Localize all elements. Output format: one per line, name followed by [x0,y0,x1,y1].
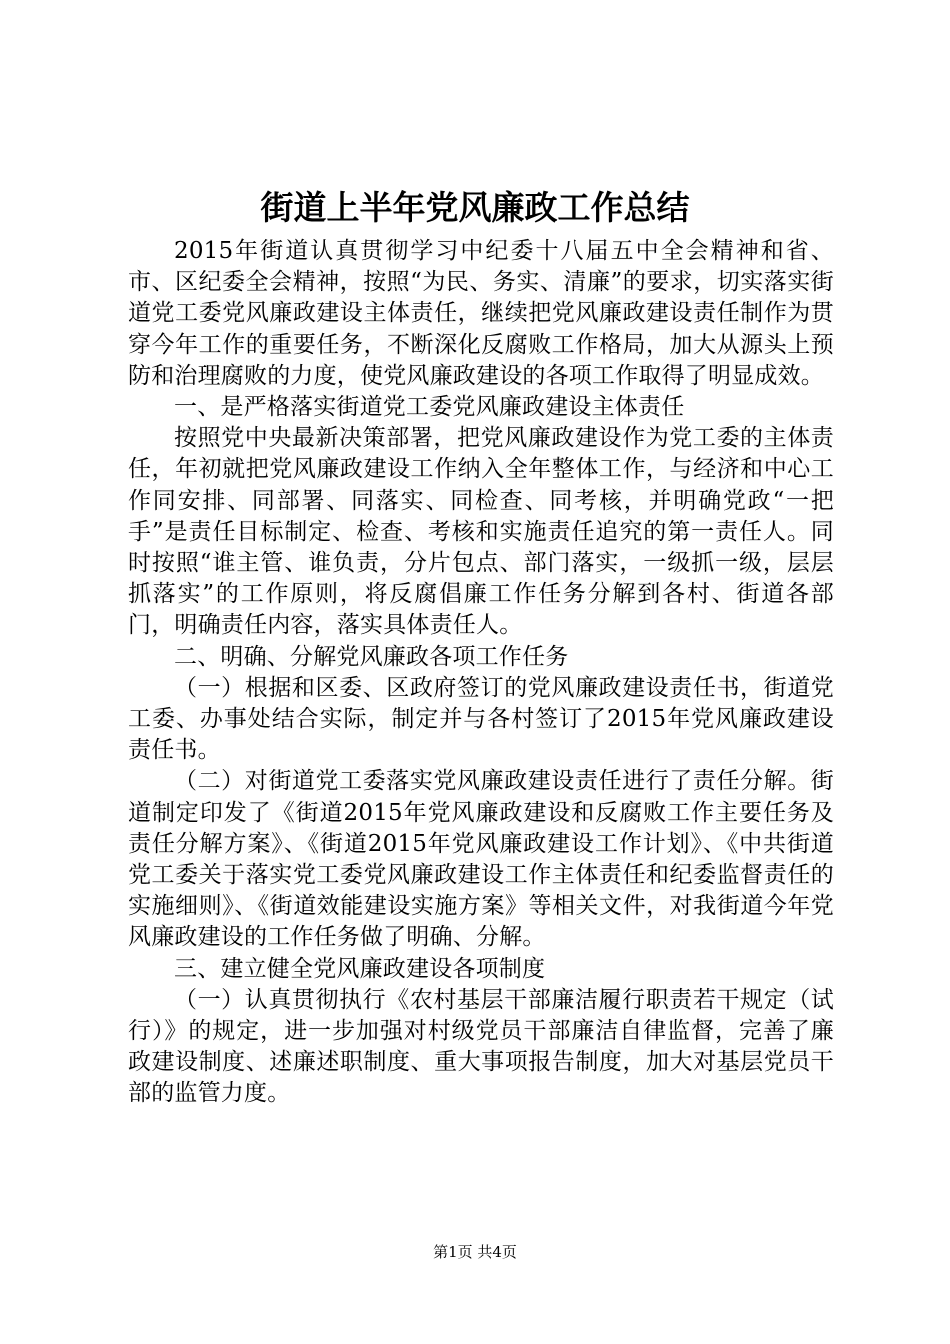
paragraph-item-2-2: （二）对街道党工委落实党风廉政建设责任进行了责任分解。街道制定印发了《街道2015年党风廉政建设和反腐败工作主要任务及责任分解方案》、《街道2015年党风廉政建设工作计划》、《中共街道党工委关于落实党工委党风廉政建设工作主体责任和纪委监督责任的实施细则》、《街道效能建设实施方案》等相关文件，对我街道今年党风廉政建设的工作任务做了明确、分解。 [128,768,834,951]
paragraph-intro: 2015年街道认真贯彻学习中纪委十八届五中全会精神和省、市、区纪委全会精神，按照“为民、务实、清廉”的要求，切实落实街道党工委党风廉政建设主体责任，继续把党风廉政建设责任制作为贯穿今年工作的重要任务，不断深化反腐败工作格局，加大从源头上预防和治理腐败的力度，使党风廉政建设的各项工作取得了明显成效。 [128,238,834,389]
document-body [128,236,834,1110]
paragraph-item-2-1: （一）根据和区委、区政府签订的党风廉政建设责任书，街道党工委、办事处结合实际，制定并与各村签订了2015年党风廉政建设责任书。 [128,674,834,764]
document-title: 街道上半年党风廉政工作总结 [260,188,690,227]
paragraph-section-1: 按照党中央最新决策部署，把党风廉政建设作为党工委的主体责任，年初就把党风廉政建设工作纳入全年整体工作，与经济和中心工作同安排、同部署、同落实、同检查、同考核，并明确党政“一把手”是责任目标制定、检查、考核和实施责任追究的第一责任人。同时按照“谁主管、谁负责，分片包点、部门落实，一级抓一级，层层抓落实”的工作原则，将反腐倡廉工作任务分解到各村、街道各部门，明确责任内容，落实具体责任人。 [128,425,834,639]
section-heading-3: 三、建立健全党风廉政建设各项制度 [174,955,546,982]
section-heading-2: 二、明确、分解党风廉政各项工作任务 [174,643,569,670]
paragraph-item-3-1: （一）认真贯彻执行《农村基层干部廉洁履行职责若干规定（试行）》的规定，进一步加强对村级党员干部廉洁自律监督，完善了廉政建设制度、述廉述职制度、重大事项报告制度，加大对基层党员干部的监管力度。 [128,986,834,1107]
section-heading-1: 一、是严格落实街道党工委党风廉政建设主体责任 [174,394,685,421]
page-footer: 第1页 共4页 [433,1243,517,1261]
